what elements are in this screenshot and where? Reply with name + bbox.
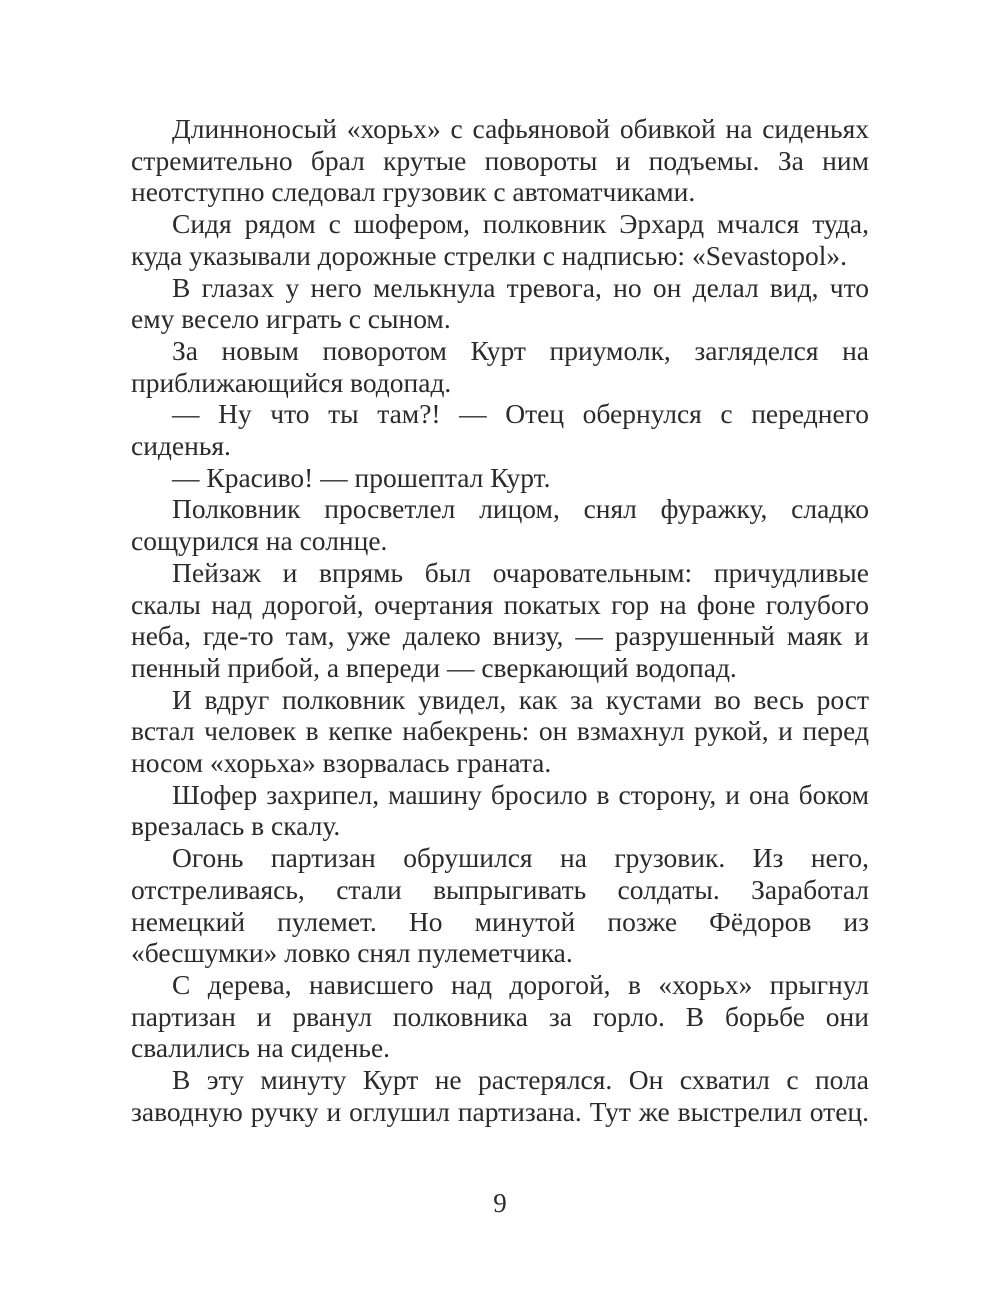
paragraph-6: — Красиво! — прошептал Курт. bbox=[172, 461, 551, 493]
page-number: 9 bbox=[493, 1188, 507, 1218]
paragraph-5: — Ну что ты там?! — Отец обернулся с переднего сиденья. bbox=[131, 398, 869, 462]
paragraph-2: Сидя рядом с шофером, полковник Эрхард мчался туда, куда указывали дорожные стрелки с надписью: «Sevastopol». bbox=[131, 208, 869, 271]
body-text bbox=[131, 113, 869, 1128]
paragraph-7: Полковник просветлел лицом, снял фуражку, сладко сощурился на солнце. bbox=[131, 493, 869, 557]
paragraph-10: Шофер захрипел, машину бросило в сторону, и она боком врезалась в скалу. bbox=[131, 778, 869, 842]
paragraph-4: За новым поворотом Курт приумолк, загляделся на приближающийся водопад. bbox=[131, 334, 869, 398]
paragraph-1: Длинноносый «хорьх» с сафьяновой обивкой на сиденьях стремительно брал крутые повороты и подъемы. За ним неотступно следовал грузовик с автоматчиками. bbox=[131, 113, 869, 208]
paragraph-9: И вдруг полковник увидел, как за кустами во весь рост встал человек в кепке набекрень: он взмахнул рукой, и перед носом «хорьха» взорвалась граната. bbox=[131, 683, 869, 779]
paragraph-8: Пейзаж и впрямь был очаровательным: причудливые скалы над дорогой, очертания покатых гор на фоне голубого неба, где-то там, уже далеко внизу, — разрушенный маяк и пенный прибой, а впереди — сверкающий водопад. bbox=[131, 556, 869, 683]
paragraph-12: С дерева, нависшего над дорогой, в «хорьх» прыгнул партизан и рванул полковника за горло. В борьбе они свалились на сиденье. bbox=[131, 968, 869, 1064]
paragraph-13: В эту минуту Курт не растерялся. Он схватил с пола заводную ручку и оглушил партизана. Тут же выстрелил отец. bbox=[131, 1064, 869, 1127]
paragraph-3: В глазах у него мелькнула тревога, но он делал вид, что ему весело играть с сыном. bbox=[131, 271, 869, 335]
paragraph-11: Огонь партизан обрушился на грузовик. Из него, отстреливаясь, стали выпрыгивать солдаты. Заработал немецкий пулемет. Но минутой позже Фёдоров из «бесшумки» ловко снял пулеметчика. bbox=[131, 842, 869, 969]
